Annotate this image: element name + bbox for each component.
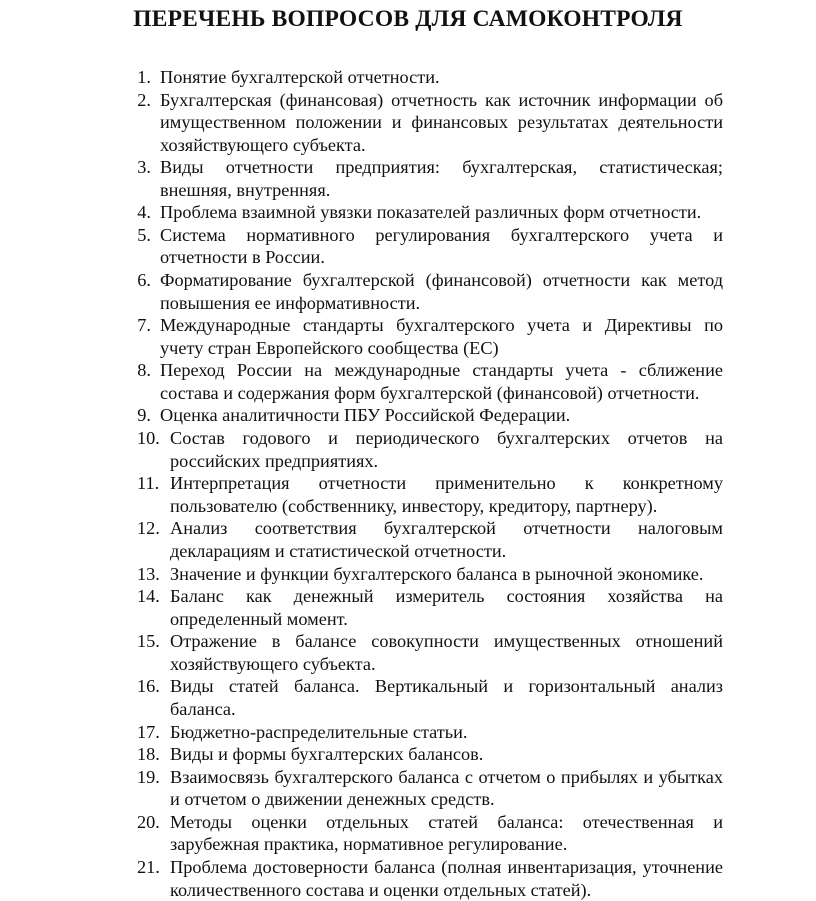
list-item bbox=[137, 89, 723, 156]
item-text: Виды и формы бухгалтерских балансов. bbox=[170, 744, 484, 765]
item-number: 7. bbox=[137, 315, 151, 336]
item-number: 9. bbox=[137, 405, 151, 426]
item-text: Бухгалтерская (финансовая) отчетность как источник информации об имущественном положении и финансовых результатах деятельности хозяйствующего субъекта. bbox=[160, 89, 723, 155]
item-text: Международные стандарты бухгалтерского учета и Директивы по учету стран Европейского сообщества (ЕС) bbox=[160, 315, 723, 358]
item-text: Виды статей баланса. Вертикальный и горизонтальный анализ баланса. bbox=[170, 676, 723, 719]
item-number: 8. bbox=[137, 360, 151, 381]
item-text: Значение и функции бухгалтерского баланса в рыночной экономике. bbox=[170, 563, 704, 584]
item-number: 13. bbox=[137, 563, 160, 584]
item-number: 3. bbox=[137, 157, 151, 178]
item-number: 14. bbox=[137, 586, 160, 607]
item-text: Оценка аналитичности ПБУ Российской Федерации. bbox=[160, 405, 571, 426]
item-text: Баланс как денежный измеритель состояния хозяйства на определенный момент. bbox=[170, 586, 723, 629]
item-text: Проблема взаимной увязки показателей различных форм отчетности. bbox=[160, 202, 702, 223]
list-item bbox=[137, 675, 723, 720]
list-item bbox=[137, 201, 723, 223]
item-number: 15. bbox=[137, 631, 160, 652]
item-text: Понятие бухгалтерской отчетности. bbox=[160, 67, 440, 87]
list-item bbox=[137, 766, 723, 811]
question-list bbox=[137, 66, 723, 901]
list-item bbox=[137, 427, 723, 472]
list-item bbox=[137, 156, 723, 201]
list-item bbox=[137, 404, 723, 426]
item-number: 12. bbox=[137, 518, 160, 539]
list-item bbox=[137, 314, 723, 359]
item-text: Интерпретация отчетности применительно к конкретному пользователю (собственнику, инвестору, кредитору, партнеру). bbox=[170, 473, 723, 516]
item-number: 6. bbox=[137, 270, 151, 291]
item-text: Бюджетно-распределительные статьи. bbox=[170, 721, 468, 742]
list-item bbox=[137, 359, 723, 404]
page-title: ПЕРЕЧЕНЬ ВОПРОСОВ ДЛЯ САМОКОНТРОЛЯ bbox=[133, 6, 683, 32]
item-number: 17. bbox=[137, 721, 160, 742]
item-text: Состав годового и периодического бухгалтерских отчетов на российских предприятиях. bbox=[170, 428, 723, 471]
item-number: 2. bbox=[137, 89, 151, 110]
item-number: 21. bbox=[137, 857, 160, 878]
item-text: Виды отчетности предприятия: бухгалтерская, статистическая; внешняя, внутренняя. bbox=[160, 157, 723, 200]
item-text: Взаимосвязь бухгалтерского баланса с отчетом о прибылях и убытках и отчетом о движении денежных средств. bbox=[170, 766, 723, 810]
item-number: 5. bbox=[137, 225, 151, 246]
item-number: 16. bbox=[137, 676, 160, 697]
item-number: 1. bbox=[137, 67, 151, 87]
list-item bbox=[137, 472, 723, 517]
item-text: Анализ соответствия бухгалтерской отчетности налоговым декларациям и статистической отчетности. bbox=[170, 518, 723, 561]
item-number: 19. bbox=[137, 766, 160, 787]
item-number: 18. bbox=[137, 744, 160, 765]
list-item bbox=[137, 563, 723, 585]
item-number: 11. bbox=[137, 473, 160, 494]
list-item bbox=[137, 856, 723, 901]
list-item bbox=[137, 269, 723, 314]
item-number: 4. bbox=[137, 202, 151, 223]
item-text: Система нормативного регулирования бухгалтерского учета и отчетности в России. bbox=[160, 225, 723, 268]
list-item bbox=[137, 224, 723, 269]
item-text: Отражение в балансе совокупности имущественных отношений хозяйствующего субъекта. bbox=[170, 631, 723, 674]
item-text: Переход России на международные стандарты учета - сближение состава и содержания форм бухгалтерской (финансовой) отчетности. bbox=[160, 360, 723, 403]
list-item bbox=[137, 517, 723, 562]
item-text: Проблема достоверности баланса (полная инвентаризация, уточнение количественного состава и оценки отдельных статей). bbox=[170, 857, 723, 900]
item-text: Форматирование бухгалтерской (финансовой) отчетности как метод повышения ее информативности. bbox=[160, 270, 723, 313]
item-number: 10. bbox=[137, 428, 160, 449]
list-item bbox=[137, 743, 723, 765]
item-text: Методы оценки отдельных статей баланса: отечественная и зарубежная практика, нормативное регулирование. bbox=[170, 812, 723, 855]
list-item bbox=[137, 721, 723, 743]
list-item bbox=[137, 630, 723, 675]
item-number: 20. bbox=[137, 812, 160, 833]
list-item bbox=[137, 66, 723, 88]
list-item bbox=[137, 585, 723, 630]
list-item bbox=[137, 811, 723, 856]
